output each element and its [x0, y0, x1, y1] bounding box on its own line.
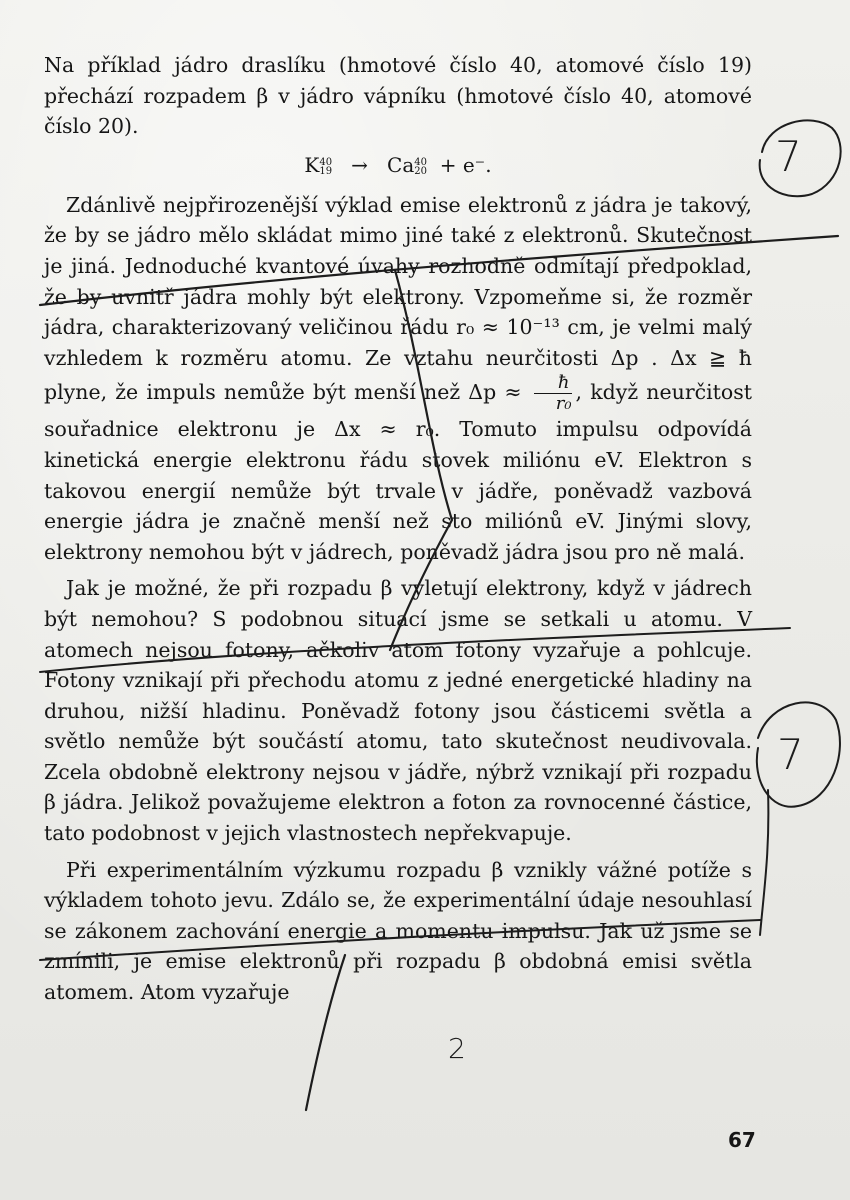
- handwritten-mark-bottom: 7: [777, 730, 804, 779]
- equation-ca-mass: 40: [414, 156, 427, 168]
- equation-ca-atomic: 20: [414, 165, 427, 177]
- page-number: 67: [728, 1128, 756, 1152]
- paragraph-electron-emission: [44, 190, 752, 568]
- paragraph-experimental-research: Při experimentálním výzkumu rozpadu β vznikly vážné potíže s výkladem tohoto jevu. Zdálo se, že experimentální údaje nesouhlasí se zákonem zachování energie a momentu impulsu. Jak už jsme se zmínili, je emise elektronů při rozpadu β obdobná emisi světla atomem. Atom vyzařuje: [44, 857, 752, 1005]
- equation-k-symbol: K: [304, 152, 320, 177]
- equation-ca-numbers: [414, 158, 427, 176]
- fraction-denominator: r₀: [555, 393, 572, 415]
- equation-k-mass: 40: [319, 156, 333, 168]
- equation-arrow: →: [351, 152, 368, 177]
- equation-rest: + e⁻.: [439, 152, 492, 177]
- handwritten-mark-top: 7: [775, 132, 802, 181]
- fraction-hbar-r0: [534, 373, 572, 414]
- decay-equation: [44, 150, 752, 180]
- handwritten-mark-text: 2: [448, 1032, 466, 1065]
- fraction-numerator: ħ: [534, 373, 572, 394]
- body-text: [44, 50, 752, 1008]
- paragraph-potassium-decay: Na příklad jádro draslíku (hmotové číslo 40, atomové číslo 19) přechází rozpadem β v jádro vápníku (hmotové číslo 40, atomové číslo 20).: [44, 53, 752, 139]
- paragraph-electron-emission-part1: Zdánlivě nejpřirozenější výklad emise elektronů z jádra je takový, že by se jádro mělo skládat mimo jiné také z elektronů. Skutečnost je jiná. Jednoduché kvantové úvahy rozhodně odmítají předpoklad, že by uvnitř jádra mohly být elektrony. Vzpomeňme si, že rozměr jádra, charakterizovaný veličinou řádu r₀ ≈ 10⁻¹³ cm, je velmi malý vzhledem k rozměru atomu. Ze vztahu neurčitosti Δp . Δx ≧ ħ plyne, že impuls nemůže být menší než Δp ≈: [44, 192, 752, 405]
- bracket-right: [760, 790, 768, 935]
- paragraph-electron-emission-part2: , když neurčitost souřadnice elektronu je Δx ≈ r₀. Tomuto impulsu odpovídá kinetická energie elektronu řádu stovek miliónu eV. Elektron s takovou energií nemůže být trvale v jádře, poněvadž vazbová energie jádra je značně menší než sto miliónů eV. Jinými slovy, elektrony nemohou být v jádrech, poněvadž jádra jsou pro ně malá.: [44, 380, 752, 564]
- equation-k-numbers: [319, 158, 332, 176]
- paragraph-photon-analogy: Jak je možné, že při rozpadu β vyletují elektrony, když v jádrech být nemohou? S podobnou situací jsme se setkali u atomu. V atomech nejsou fotony, ačkoliv atom fotony vyzařuje a pohlcuje. Fotony vznikají při přechodu atomu z jedné energetické hladiny na druhou, nižší hladinu. Poněvadž fotony jsou částicemi světla a světlo nemůže být součástí atomu, tato skutečnost neudivovala. Zcela obdobně elektrony nejsou v jádře, nýbrž vznikají při rozpadu β jádra. Jelikož považujeme elektron a foton za rovnocenné částice, tato podobnost v jejich vlastnostech nepřekvapuje.: [44, 576, 752, 846]
- equation-k-atomic: 19: [319, 165, 333, 177]
- equation-ca-symbol: Ca: [387, 152, 415, 177]
